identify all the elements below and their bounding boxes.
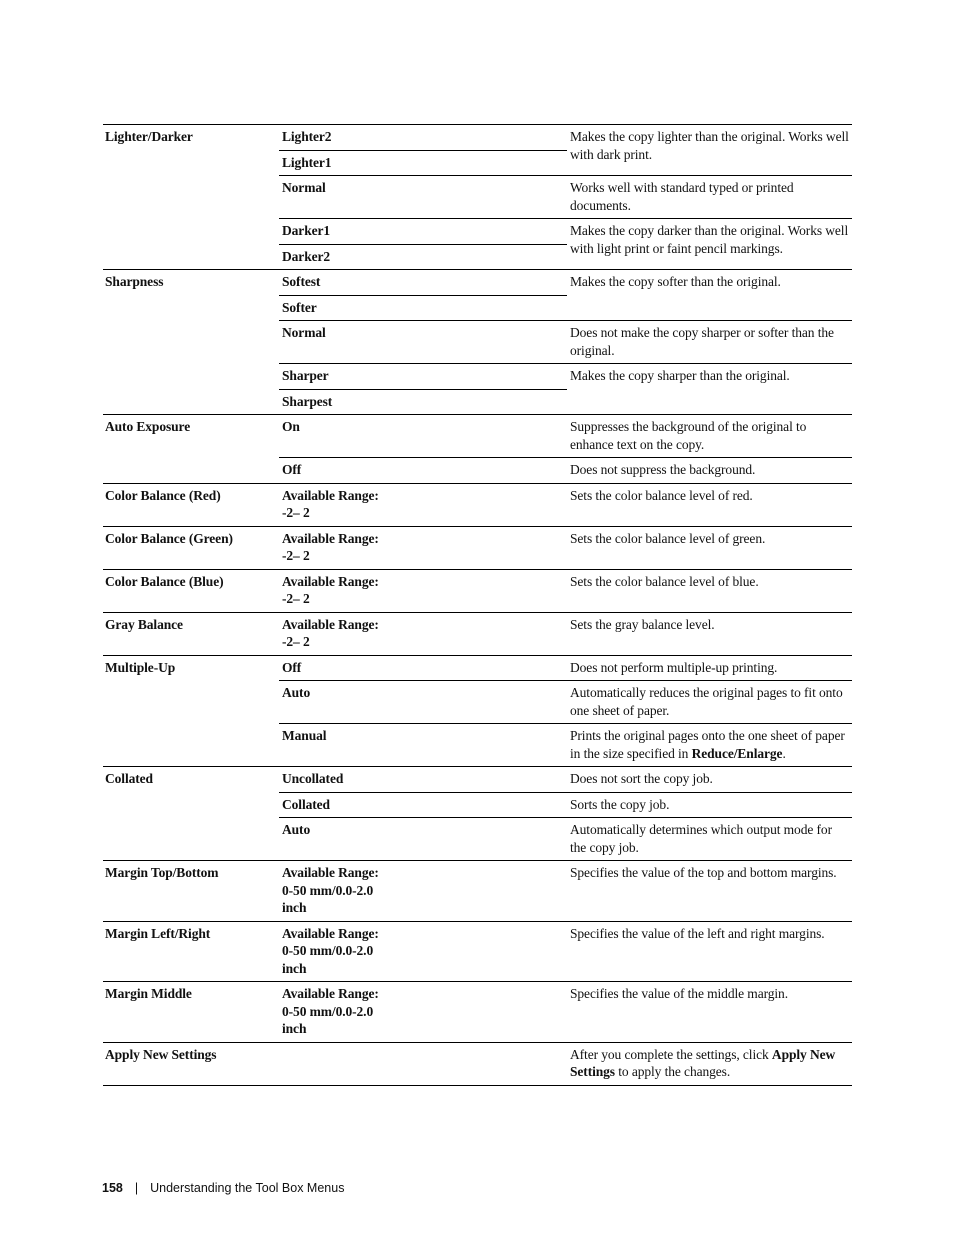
- option-value: Uncollated: [279, 767, 567, 793]
- table-row: [103, 526, 852, 569]
- setting-name: Apply New Settings: [103, 1042, 279, 1085]
- range-value: -2– 2: [282, 548, 310, 563]
- range-unit: inch: [282, 1021, 307, 1036]
- option-value: Lighter2: [279, 125, 567, 151]
- range-label: Available Range:: [282, 573, 379, 589]
- table-row: [103, 655, 852, 681]
- option-value: Softer: [279, 295, 567, 321]
- setting-name: Color Balance (Blue): [103, 569, 279, 612]
- range-value: 0-50 mm/0.0-2.0: [282, 943, 374, 958]
- table-row: [103, 483, 852, 526]
- option-value: Softest: [279, 270, 567, 296]
- page-footer: [102, 1181, 344, 1195]
- setting-name: Collated: [103, 767, 279, 861]
- option-value: Auto: [279, 681, 567, 724]
- option-description: [567, 724, 852, 767]
- option-description: Does not perform multiple-up printing.: [567, 655, 852, 681]
- setting-name: Margin Top/Bottom: [103, 861, 279, 922]
- footer-separator: |: [134, 1181, 139, 1195]
- option-description: Specifies the value of the top and bottom margins.: [567, 861, 852, 922]
- description-text: After you complete the settings, click: [570, 1046, 772, 1062]
- option-description: Sets the color balance level of red.: [567, 483, 852, 526]
- description-text: Prints the original pages onto the one sheet of paper in the size specified in: [570, 728, 845, 761]
- table-row: [103, 767, 852, 793]
- option-value: Lighter1: [279, 150, 567, 176]
- range-unit: inch: [282, 960, 307, 976]
- range-value: -2– 2: [282, 634, 310, 649]
- table-row: [103, 612, 852, 655]
- range-label: Available Range:: [282, 865, 379, 880]
- option-description: Specifies the value of the middle margin.: [567, 982, 852, 1043]
- menu-reference: Reduce/Enlarge: [691, 745, 783, 761]
- range-label: Available Range:: [282, 616, 379, 632]
- table-row: [103, 415, 852, 458]
- option-value: Collated: [279, 792, 567, 818]
- option-value: Sharper: [279, 364, 567, 390]
- table-row: [103, 1042, 852, 1085]
- option-value: Manual: [279, 724, 567, 767]
- settings-table: [103, 124, 852, 1086]
- page-number: 158: [102, 1181, 123, 1195]
- option-description: Sets the color balance level of blue.: [567, 569, 852, 612]
- setting-name: Color Balance (Green): [103, 526, 279, 569]
- setting-name: Multiple-Up: [103, 655, 279, 767]
- option-value: Normal: [279, 321, 567, 364]
- option-value: [279, 982, 567, 1043]
- option-description: Sorts the copy job.: [567, 792, 852, 818]
- table-row: [103, 569, 852, 612]
- range-label: Available Range:: [282, 986, 379, 1001]
- range-unit: inch: [282, 900, 307, 915]
- option-value: [279, 921, 567, 982]
- option-description: Sets the color balance level of green.: [567, 526, 852, 569]
- option-description: Makes the copy lighter than the original. Works well with dark print.: [567, 125, 852, 176]
- setting-name: Auto Exposure: [103, 415, 279, 484]
- option-value: Off: [279, 655, 567, 681]
- menu-reference: Apply New Settings: [570, 1046, 836, 1079]
- option-description: Does not suppress the background.: [567, 458, 852, 484]
- table-row: [103, 861, 852, 922]
- option-description: Suppresses the background of the original to enhance text on the copy.: [567, 415, 852, 458]
- option-description: Sets the gray balance level.: [567, 612, 852, 655]
- range-label: Available Range:: [282, 487, 379, 503]
- option-value: Darker2: [279, 244, 567, 270]
- setting-name: Margin Middle: [103, 982, 279, 1043]
- table-row: [103, 270, 852, 296]
- range-value: 0-50 mm/0.0-2.0: [282, 882, 374, 898]
- option-description: Works well with standard typed or printed documents.: [567, 176, 852, 219]
- option-description: [567, 1042, 852, 1085]
- range-value: -2– 2: [282, 591, 310, 606]
- table-row: [103, 125, 852, 151]
- option-value: [279, 569, 567, 612]
- table-row: [103, 982, 852, 1043]
- option-value: [279, 861, 567, 922]
- option-description: Makes the copy softer than the original.: [567, 270, 852, 321]
- option-value: Darker1: [279, 219, 567, 245]
- option-value: [279, 483, 567, 526]
- option-value: Off: [279, 458, 567, 484]
- description-text: .: [782, 745, 786, 761]
- option-value: Normal: [279, 176, 567, 219]
- range-label: Available Range:: [282, 530, 379, 546]
- option-description: Specifies the value of the left and right margins.: [567, 921, 852, 982]
- setting-name: Lighter/Darker: [103, 125, 279, 270]
- option-description: Makes the copy sharper than the original.: [567, 364, 852, 415]
- setting-name: Gray Balance: [103, 612, 279, 655]
- setting-name: Color Balance (Red): [103, 483, 279, 526]
- option-description: Does not sort the copy job.: [567, 767, 852, 793]
- range-label: Available Range:: [282, 925, 379, 941]
- option-description: Automatically reduces the original pages to fit onto one sheet of paper.: [567, 681, 852, 724]
- option-value: [279, 526, 567, 569]
- range-value: 0-50 mm/0.0-2.0: [282, 1003, 374, 1019]
- option-value: [279, 1042, 567, 1085]
- table-row: [103, 921, 852, 982]
- option-value: Auto: [279, 818, 567, 861]
- section-title: Understanding the Tool Box Menus: [150, 1181, 345, 1195]
- description-text: to apply the changes.: [614, 1064, 731, 1079]
- range-value: -2– 2: [282, 505, 310, 520]
- option-description: Does not make the copy sharper or softer than the original.: [567, 321, 852, 364]
- option-description: Makes the copy darker than the original. Works well with light print or faint pencil markings.: [567, 219, 852, 270]
- option-description: Automatically determines which output mode for the copy job.: [567, 818, 852, 861]
- option-value: Sharpest: [279, 389, 567, 415]
- setting-name: Margin Left/Right: [103, 921, 279, 982]
- option-value: On: [279, 415, 567, 458]
- setting-name: Sharpness: [103, 270, 279, 415]
- option-value: [279, 612, 567, 655]
